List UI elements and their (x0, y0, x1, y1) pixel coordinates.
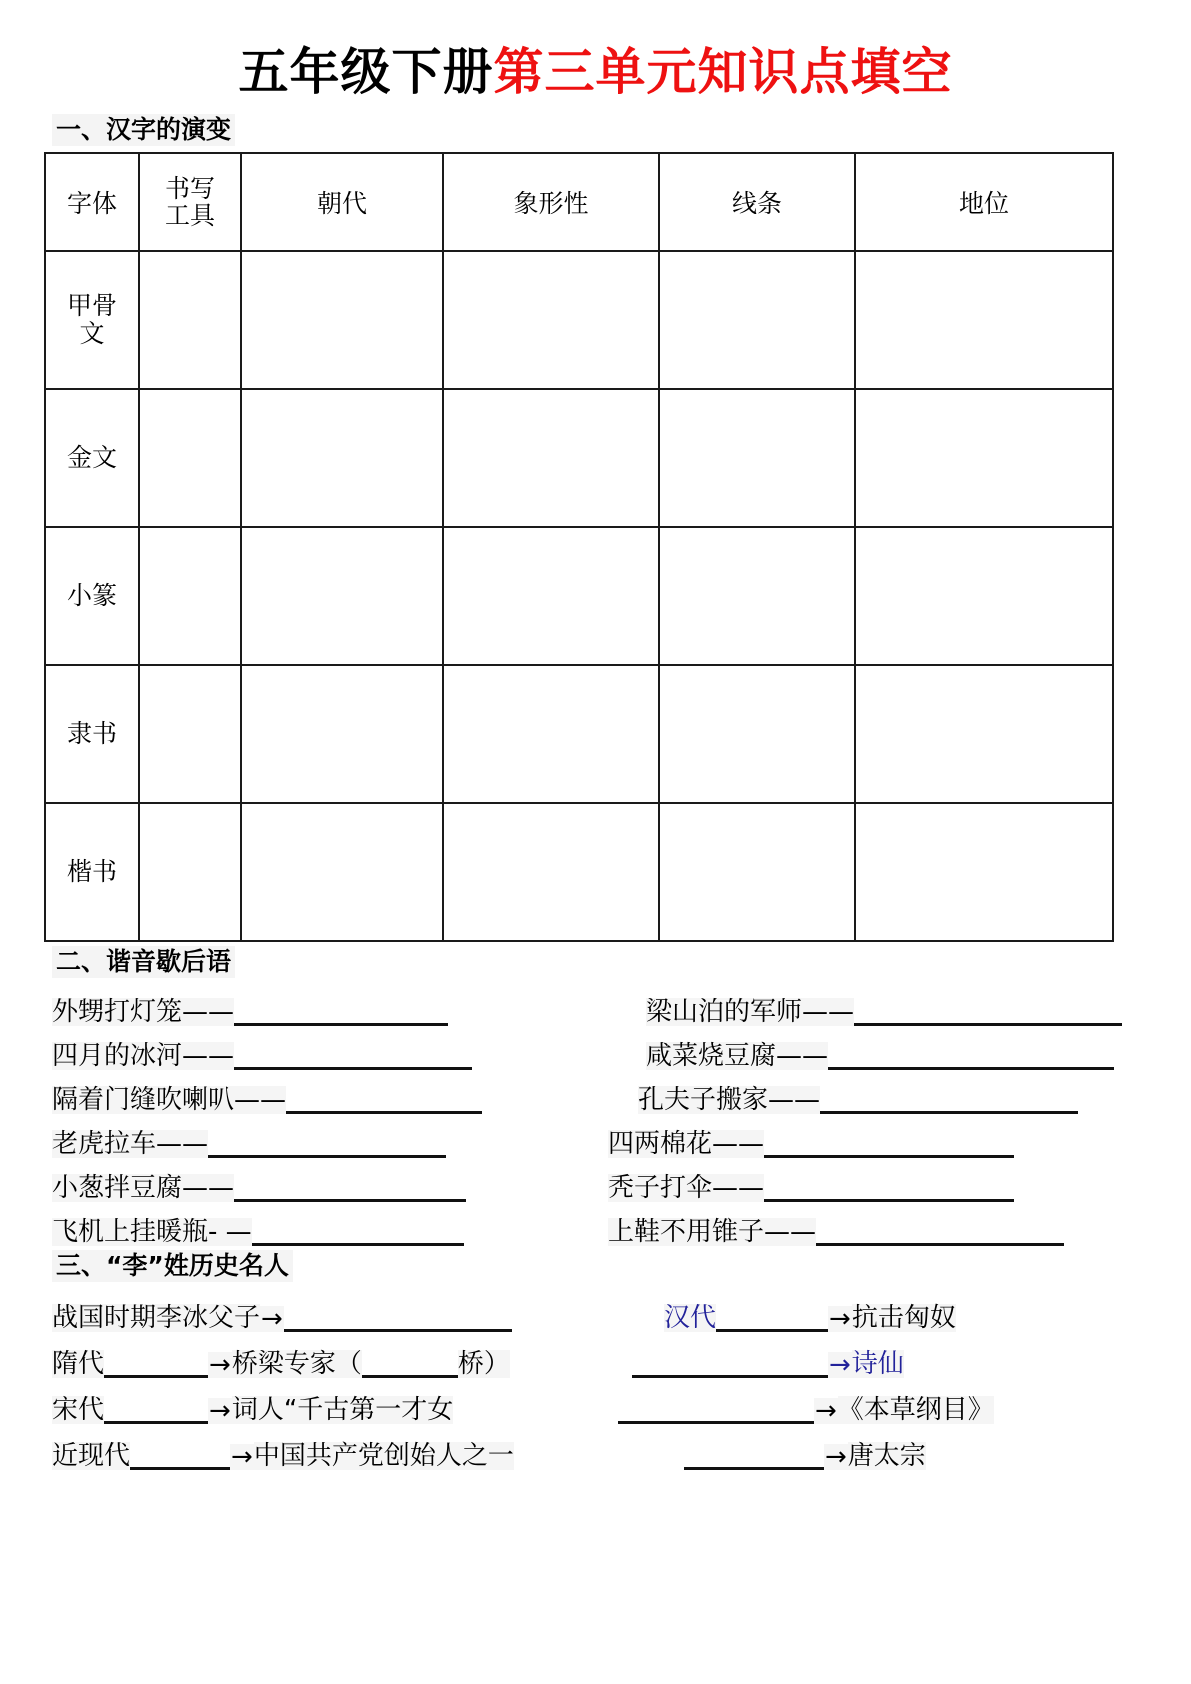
table-row (45, 665, 1113, 803)
cell-answer-blank[interactable] (855, 389, 1113, 527)
li-figure-answer-blank[interactable] (684, 1440, 824, 1470)
section-3-columns (52, 1286, 1152, 1470)
evolution-table-body (45, 251, 1113, 941)
cell-answer-blank[interactable] (241, 527, 443, 665)
col-header-writing-tool-line1: 书写 (164, 173, 215, 203)
cell-answer-blank[interactable] (139, 803, 241, 941)
xiehouyu-item (592, 982, 1152, 1026)
section-3-right-column (592, 1286, 1152, 1470)
xiehouyu-item (592, 1158, 1152, 1202)
li-figure-item (52, 1378, 592, 1424)
xiehouyu-answer-blank[interactable] (816, 1216, 1064, 1246)
xiehouyu-item (52, 1158, 592, 1202)
li-figure-suffix: 中国共产党创始人之一 (253, 1441, 514, 1471)
li-figure-answer-blank[interactable] (130, 1440, 230, 1470)
li-figure-suffix: 抗击匈奴 (851, 1303, 956, 1333)
xiehouyu-prompt: 小葱拌豆腐—— (52, 1173, 235, 1203)
section-2-columns (52, 982, 1152, 1246)
arrow-glyph: → (815, 1396, 837, 1426)
xiehouyu-item (592, 1202, 1152, 1246)
cell-answer-blank[interactable] (241, 389, 443, 527)
col-header-pictographic: 象形性 (443, 153, 659, 251)
xiehouyu-prompt: 老虎拉车—— (52, 1129, 209, 1159)
cell-answer-blank[interactable] (443, 803, 659, 941)
xiehouyu-answer-blank[interactable] (854, 996, 1122, 1026)
row-label-lishu: 隶书 (45, 665, 139, 803)
xiehouyu-prompt: 飞机上挂暖瓶- — (52, 1217, 252, 1247)
li-figure-item (592, 1378, 1152, 1424)
li-figure-item (52, 1286, 592, 1332)
arrow-glyph: → (209, 1396, 231, 1426)
li-figure-answer-blank[interactable] (632, 1348, 828, 1378)
li-figure-suffix: 词人“千古第一才女 (231, 1395, 454, 1425)
cell-answer-blank[interactable] (855, 803, 1113, 941)
section-3 (0, 1246, 1191, 1470)
li-figure-prefix: 隋代 (52, 1349, 105, 1379)
cell-answer-blank[interactable] (855, 527, 1113, 665)
xiehouyu-answer-blank[interactable] (764, 1128, 1014, 1158)
table-row (45, 803, 1113, 941)
xiehouyu-answer-blank[interactable] (252, 1216, 464, 1246)
col-header-status: 地位 (855, 153, 1113, 251)
cell-answer-blank[interactable] (139, 251, 241, 389)
xiehouyu-item (592, 1026, 1152, 1070)
xiehouyu-prompt: 上鞋不用锥子—— (608, 1217, 817, 1247)
cell-answer-blank[interactable] (139, 389, 241, 527)
evolution-table (44, 152, 1114, 942)
li-figure-item (52, 1424, 592, 1470)
section-3-heading: 三、“李”姓历史名人 (52, 1250, 293, 1282)
xiehouyu-answer-blank[interactable] (820, 1084, 1078, 1114)
cell-answer-blank[interactable] (139, 527, 241, 665)
cell-answer-blank[interactable] (855, 665, 1113, 803)
li-figure-answer-blank[interactable] (104, 1348, 208, 1378)
col-header-writing-tool-line2: 工具 (164, 201, 215, 230)
section-2-heading: 二、谐音歇后语 (52, 946, 235, 978)
cell-answer-blank[interactable] (659, 251, 855, 389)
li-figure-prefix: 汉代 (664, 1303, 717, 1333)
xiehouyu-answer-blank[interactable] (286, 1084, 482, 1114)
cell-answer-blank[interactable] (659, 527, 855, 665)
xiehouyu-answer-blank[interactable] (764, 1172, 1014, 1202)
xiehouyu-answer-blank[interactable] (234, 1172, 466, 1202)
xiehouyu-answer-blank[interactable] (234, 1040, 472, 1070)
section-2-right-column (592, 982, 1152, 1246)
col-header-strokes: 线条 (659, 153, 855, 251)
cell-answer-blank[interactable] (855, 251, 1113, 389)
li-figure-answer-blank[interactable] (618, 1394, 814, 1424)
xiehouyu-prompt: 外甥打灯笼—— (52, 997, 235, 1027)
xiehouyu-prompt: 梁山泊的军师—— (646, 997, 855, 1027)
li-figure-answer-blank[interactable] (104, 1394, 208, 1424)
xiehouyu-item (592, 1070, 1152, 1114)
cell-answer-blank[interactable] (241, 251, 443, 389)
li-figure-prefix: 战国时期李冰父子 (52, 1303, 261, 1333)
table-row (45, 251, 1113, 389)
cell-answer-blank[interactable] (659, 389, 855, 527)
xiehouyu-item (52, 1114, 592, 1158)
li-figure-prefix: 近现代 (52, 1441, 131, 1471)
li-figure-answer-blank-2[interactable] (362, 1348, 458, 1378)
li-figure-suffix: 唐太宗 (847, 1441, 926, 1471)
xiehouyu-item (52, 1202, 592, 1246)
row-label-line2: 文 (79, 319, 105, 348)
arrow-glyph: → (829, 1350, 851, 1380)
row-label-kaishu: 楷书 (45, 803, 139, 941)
section-2 (0, 942, 1191, 1246)
evolution-table-wrap (44, 152, 1076, 942)
xiehouyu-prompt: 四两棉花—— (608, 1129, 765, 1159)
arrow-glyph: → (829, 1304, 851, 1334)
xiehouyu-prompt: 孔夫子搬家—— (638, 1085, 821, 1115)
xiehouyu-prompt: 秃子打伞—— (608, 1173, 765, 1203)
li-figure-item (52, 1332, 592, 1378)
xiehouyu-item (592, 1114, 1152, 1158)
xiehouyu-prompt: 咸菜烧豆腐—— (646, 1041, 829, 1071)
xiehouyu-answer-blank[interactable] (828, 1040, 1114, 1070)
xiehouyu-item (52, 982, 592, 1026)
xiehouyu-item (52, 1026, 592, 1070)
xiehouyu-answer-blank[interactable] (208, 1128, 446, 1158)
xiehouyu-answer-blank[interactable] (234, 996, 448, 1026)
li-figure-suffix-2: 桥） (457, 1349, 510, 1379)
cell-answer-blank[interactable] (443, 251, 659, 389)
arrow-glyph: → (261, 1304, 283, 1334)
cell-answer-blank[interactable] (241, 803, 443, 941)
arrow-glyph: → (231, 1442, 253, 1472)
cell-answer-blank[interactable] (443, 665, 659, 803)
col-header-writing-tool (139, 153, 241, 251)
li-figure-prefix: 宋代 (52, 1395, 105, 1425)
xiehouyu-prompt: 隔着门缝吹喇叭—— (52, 1085, 287, 1115)
col-header-dynasty: 朝代 (241, 153, 443, 251)
cell-answer-blank[interactable] (659, 665, 855, 803)
row-label-xiaozhuan: 小篆 (45, 527, 139, 665)
cell-answer-blank[interactable] (443, 527, 659, 665)
li-figure-answer-blank[interactable] (284, 1302, 512, 1332)
row-label-jiaguwen (45, 251, 139, 389)
cell-answer-blank[interactable] (241, 665, 443, 803)
cell-answer-blank[interactable] (443, 389, 659, 527)
xiehouyu-prompt: 四月的冰河—— (52, 1041, 235, 1071)
li-figure-answer-blank[interactable] (716, 1302, 828, 1332)
row-label-jinwen: 金文 (45, 389, 139, 527)
li-figure-suffix: 桥梁专家（ (231, 1349, 362, 1379)
li-figure-suffix: 诗仙 (851, 1349, 904, 1379)
table-row (45, 389, 1113, 527)
evolution-table-head (45, 153, 1113, 251)
section-3-left-column (52, 1286, 592, 1470)
section-1-heading: 一、汉字的演变 (52, 114, 235, 146)
li-figure-item (592, 1424, 1152, 1470)
col-header-font-style: 字体 (45, 153, 139, 251)
row-label-line1: 甲骨 (66, 291, 117, 320)
arrow-glyph: → (209, 1350, 231, 1380)
li-figure-item (592, 1286, 1152, 1332)
table-row (45, 527, 1113, 665)
page-title-black: 五年级下册 (238, 43, 494, 101)
page-title-red: 第三单元知识点填空 (493, 43, 953, 101)
li-figure-item (592, 1332, 1152, 1378)
xiehouyu-item (52, 1070, 592, 1114)
table-header-row (45, 153, 1113, 251)
cell-answer-blank[interactable] (139, 665, 241, 803)
page-title (0, 0, 1191, 110)
cell-answer-blank[interactable] (659, 803, 855, 941)
li-figure-suffix: 《本草纲目》 (837, 1395, 994, 1425)
arrow-glyph: → (825, 1442, 847, 1472)
section-2-left-column (52, 982, 592, 1246)
section-1 (0, 110, 1191, 942)
